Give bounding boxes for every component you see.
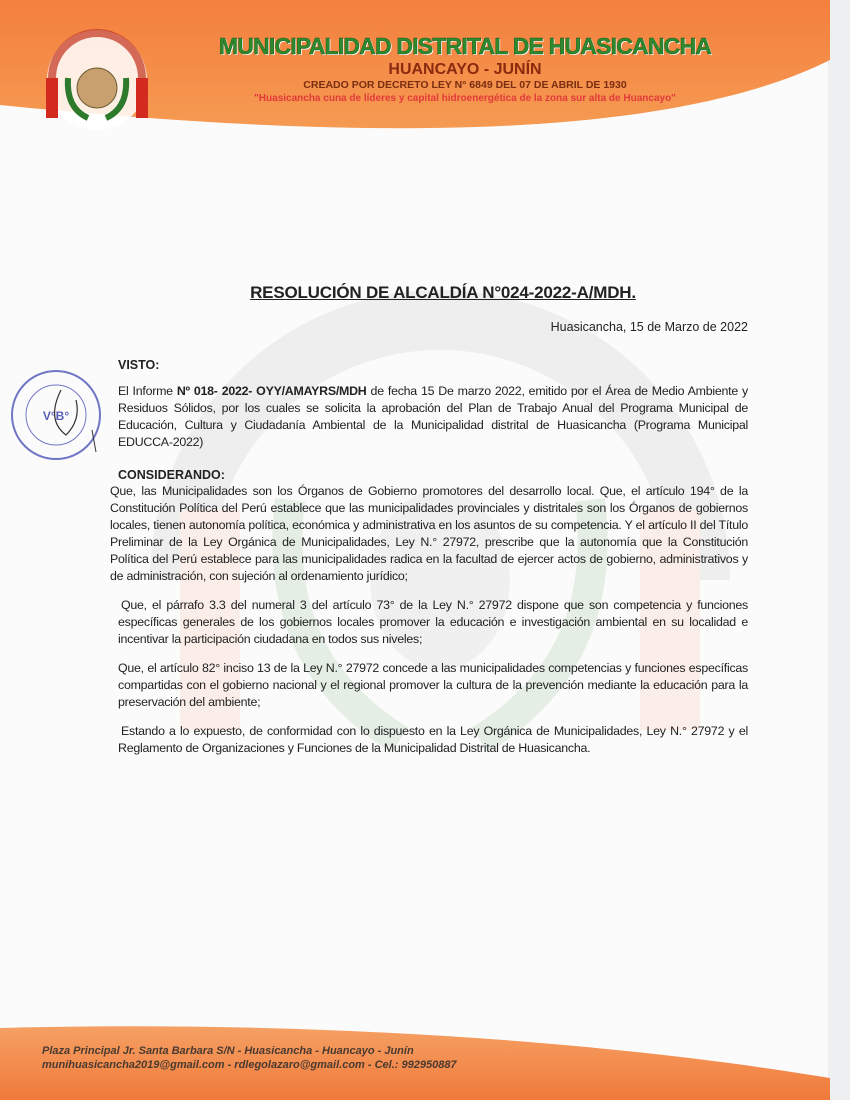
visto-heading: VISTO: [118,358,160,372]
footer-address: Plaza Principal Jr. Santa Barbara S/N - Huasicancha - Huancayo - Junín [42,1045,414,1057]
document-date: Huasicancha, 15 de Marzo de 2022 [550,320,748,334]
considerando-paragraph-2: Que, el párrafo 3.3 del numeral 3 del artículo 73° de la Ley N.° 27972 dispone que son competencia y funciones específicas generales de los gobiernos locales promover la educación e investigación ambiental en su localidad e incentivar la participación ciudadana en todos sus niveles; [118,598,748,646]
considerando-paragraph-1: Que, las Municipalidades son los Órganos de Gobierno promotores del desarrollo local. Que, el artículo 194° de la Constitución Política del Perú establece que las municipalidades provinciales y distritales son los Órganos de gobiernos locales, tienen autonomía política, económica y administrativa en los asuntos de su competencia. Y el artículo II del Título Preliminar de la Ley Orgánica de Municipalidades, Ley N.° 27972, prescribe que la autonomía que la Constitución Política del Perú establece para las municipalidades radica en la facultad de ejercer actos de gobierno, administrativos y de administración, con sujeción al ordenamiento jurídico; [110,484,748,583]
considerando-paragraph-3: Que, el artículo 82° inciso 13 de la Ley N.° 27972 concede a las municipalidades competencias y funciones específicas compartidas con el gobierno nacional y el regional promover la cultura de la prevención mediante la educación para la preservación del ambiente; [118,661,748,709]
visto-paragraph: El Informe Nº 018- 2022- OYY/AMAYRS/MDH de fecha 15 De marzo 2022, emitido por el Área de Medio Ambiente y Residuos Sólidos, por los cuales se solicita la aprobación del Plan de Trabajo Anual del Programa Municipal de Educación, Cultura y Ciudadanía Ambiental de la Municipalidad distrital de Huasicancha (Programa Municipal EDUCCA-2022) [118,384,748,449]
considerando-paragraph-4: Estando a lo expuesto, de conformidad con lo dispuesto en la Ley Orgánica de Municipalidades, Ley N.° 27972 y el Reglamento de Organizaciones y Funciones de la Municipalidad Distrital de Huasicancha. [118,724,748,755]
resolution-title: RESOLUCIÓN DE ALCALDÍA N°024-2022-A/MDH. [250,283,636,302]
municipal-logo [38,8,156,158]
footer-contact: munihuasicancha2019@gmail.com - rdlegolazaro@gmail.com - Cel.: 992950887 [42,1059,457,1071]
report-reference: Nº 018- 2022- OYY/AMAYRS/MDH [176,384,367,398]
location-subtitle: HUANCAYO - JUNÍN [388,61,542,78]
municipality-title: MUNICIPALIDAD DISTRITAL DE HUASICANCHA [218,33,712,59]
seal-mark: V°B° [42,409,70,423]
footer-text [42,1044,802,1072]
scan-edge [828,0,850,1100]
considerando-heading: CONSIDERANDO: [118,468,225,482]
header-text [165,32,765,105]
official-seal [6,360,106,470]
document-body [110,282,748,757]
motto: "Huasicancha cuna de líderes y capital hidroenergética de la zona sur alta de Huancayo" [254,93,676,104]
decree-line: CREADO POR DECRETO LEY N° 6849 DEL 07 DE ABRIL DE 1930 [303,79,627,91]
